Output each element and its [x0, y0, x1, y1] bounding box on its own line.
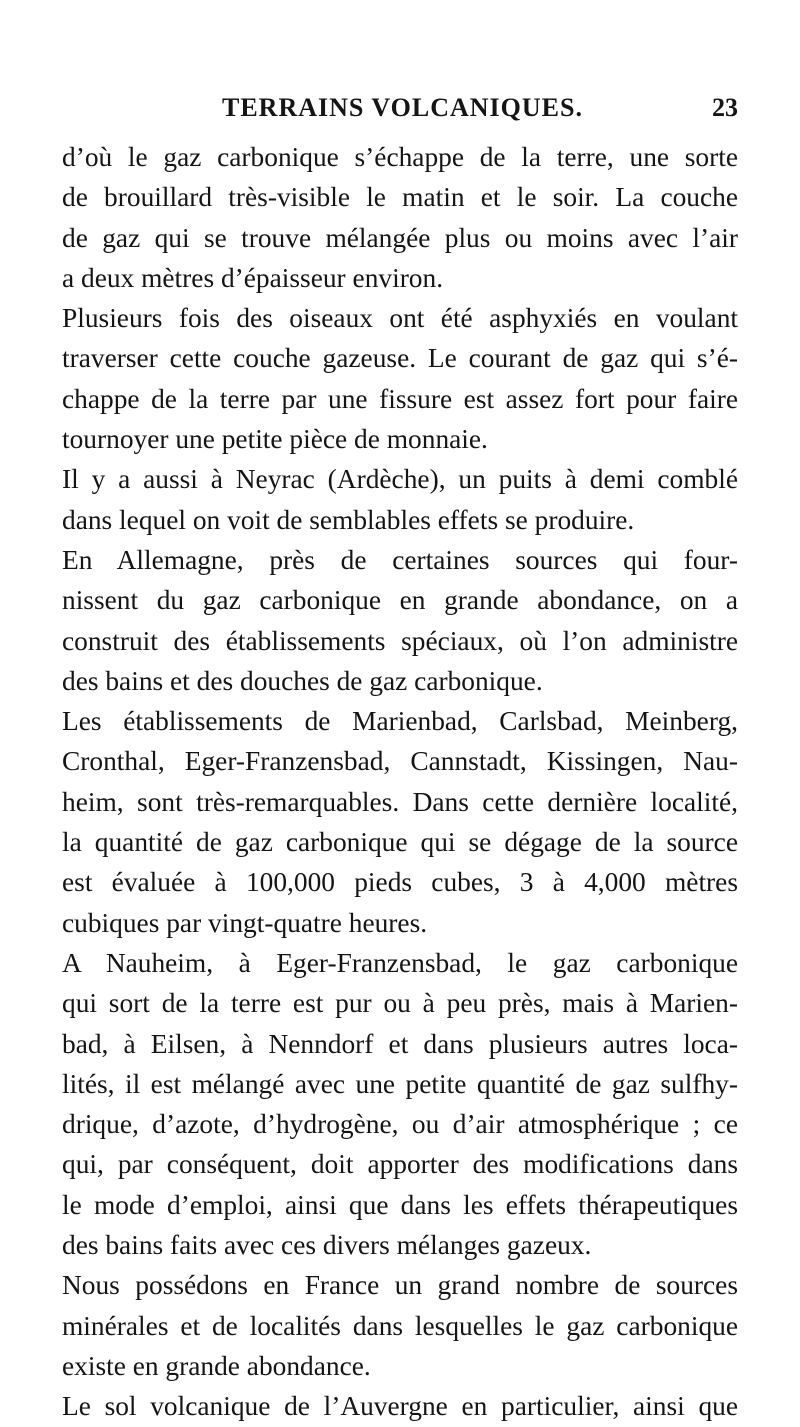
running-title: TERRAINS VOLCANIQUES.: [222, 93, 583, 122]
text-line: Le sol volcanique de l’Auvergne en particulier, ainsi que: [62, 1391, 738, 1422]
text-line: A Nauheim, à Eger-Franzensbad, le gaz carbonique: [62, 947, 738, 978]
text-line: tournoyer une petite pièce de monnaie.: [62, 424, 488, 455]
body-text: [62, 137, 738, 1427]
text-line: qui, par conséquent, doit apporter des modifications dans: [62, 1149, 738, 1180]
text-line: est évaluée à 100,000 pieds cubes, 3 à 4,000 mètres: [62, 867, 738, 898]
running-head: [62, 90, 738, 126]
text-line: construit des établissements spéciaux, où l’on administre: [62, 625, 738, 656]
text-line: a deux mètres d’épaisseur environ.: [62, 262, 444, 293]
text-line: Nous possédons en France un grand nombre de sources: [62, 1270, 738, 1301]
text-line: de gaz qui se trouve mélangée plus ou moins avec l’air: [62, 222, 738, 253]
text-line: chappe de la terre par une fissure est assez fort pour faire: [62, 383, 738, 414]
text-line: la quantité de gaz carbonique qui se dégage de la source: [62, 827, 738, 858]
text-line: minérales et de localités dans lesquelles le gaz carbonique: [62, 1310, 738, 1341]
text-line: lités, il est mélangé avec une petite quantité de gaz sulfhy-: [62, 1068, 738, 1099]
text-line: d’où le gaz carbonique s’échappe de la terre, une sorte: [62, 142, 738, 172]
text-line: de brouillard très-visible le matin et le soir. La couche: [62, 182, 738, 213]
text-line: En Allemagne, près de certaines sources qui four-: [62, 544, 738, 575]
text-line: le mode d’emploi, ainsi que dans les effets thérapeutiques: [62, 1189, 738, 1220]
text-line: heim, sont très-remarquables. Dans cette dernière localité,: [62, 786, 738, 817]
text-line: existe en grande abondance.: [62, 1350, 371, 1381]
text-line: nissent du gaz carbonique en grande abondance, on a: [62, 585, 738, 616]
text-line: Les établissements de Marienbad, Carlsbad, Meinberg,: [62, 706, 738, 737]
text-line: cubiques par vingt-quatre heures.: [62, 907, 428, 938]
text-line: Cronthal, Eger-Franzensbad, Cannstadt, Kissingen, Nau-: [62, 746, 738, 777]
text-line: dans lequel on voit de semblables effets se produire.: [62, 504, 635, 535]
page-number: 23: [712, 93, 738, 122]
text-line: traverser cette couche gazeuse. Le courant de gaz qui s’é-: [62, 343, 738, 374]
text-line: bad, à Eilsen, à Nenndorf et dans plusieurs autres loca-: [62, 1028, 738, 1059]
text-line: Plusieurs fois des oiseaux ont été asphyxiés en voulant: [62, 303, 738, 334]
text-line: des bains faits avec ces divers mélanges gazeux.: [62, 1230, 592, 1261]
text-line: drique, d’azote, d’hydrogène, ou d’air atmosphérique ; ce: [62, 1109, 738, 1140]
text-line: Il y a aussi à Neyrac (Ardèche), un puits à demi comblé: [62, 464, 738, 495]
text-line: des bains et des douches de gaz carbonique.: [62, 665, 543, 696]
text-line: qui sort de la terre est pur ou à peu près, mais à Marien-: [62, 988, 738, 1019]
